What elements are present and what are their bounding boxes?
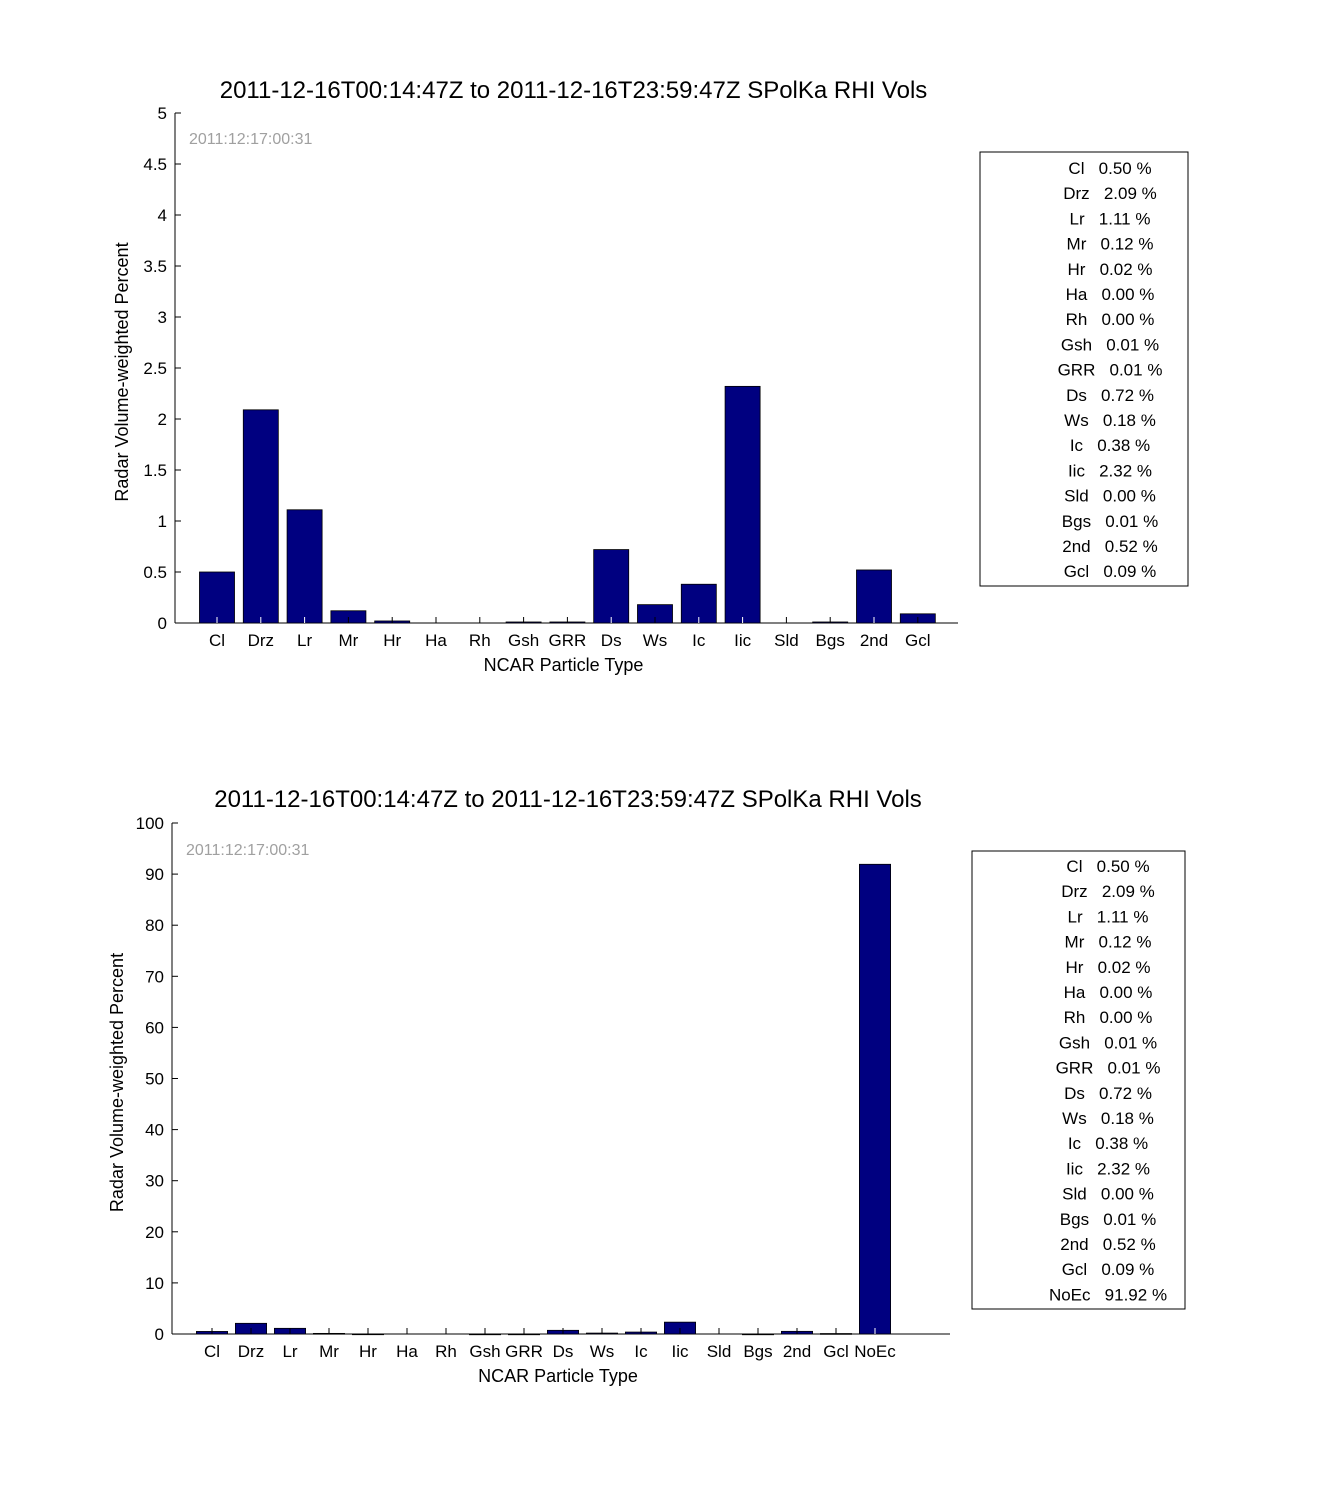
legend-entry: Gcl 0.09 % (1063, 562, 1157, 582)
x-tick-label: Gsh (469, 1342, 501, 1361)
x-tick-label: Gcl (905, 631, 931, 650)
legend-entry: Iic 2.32 % (1067, 461, 1153, 481)
y-tick-label: 90 (145, 865, 164, 885)
x-tick-label: Mr (319, 1342, 339, 1361)
legend-entry: Rh 0.00 % (1063, 1008, 1153, 1028)
legend-entry: Sld 0.00 % (1064, 486, 1156, 506)
x-tick-label: Drz (237, 1342, 265, 1361)
x-tick-label: Lr (282, 1342, 298, 1361)
bar (243, 410, 278, 623)
x-tick-label: Rh (468, 631, 491, 650)
y-tick-label: 1.5 (143, 461, 167, 480)
bar (859, 864, 890, 1334)
legend-entry: Ws 0.18 % (1062, 1109, 1154, 1128)
x-tick-label: Gcl (823, 1342, 849, 1361)
legend-entry: 2nd 0.52 % (1062, 537, 1158, 556)
legend-entry: Drz 2.09 % (1063, 184, 1157, 204)
x-tick-label: Bgs (743, 1342, 773, 1361)
y-tick-label: 4.5 (143, 155, 167, 174)
y-tick-label: 20 (145, 1222, 164, 1242)
y-tick-label: 80 (145, 916, 164, 936)
x-tick-label: Cl (208, 631, 226, 650)
y-tick-label: 3 (157, 308, 167, 327)
x-tick-label: Gsh (508, 631, 540, 650)
legend-entry: Bgs 0.01 % (1061, 511, 1159, 531)
legend-entry: Lr 1.11 % (1067, 907, 1149, 927)
y-tick-label: 4 (157, 206, 167, 225)
chart-title: 2011-12-16T00:14:47Z to 2011-12-16T23:59:47Z SPolKa RHI Vols (219, 77, 928, 104)
bar (856, 570, 891, 623)
x-tick-label: Ic (634, 1342, 648, 1361)
bar (508, 1334, 539, 1335)
y-tick-label: 3.5 (143, 257, 167, 276)
bar (594, 550, 629, 623)
y-tick-label: 40 (145, 1120, 164, 1140)
y-tick-label: 0.5 (143, 563, 167, 582)
y-tick-label: 100 (135, 814, 164, 833)
x-tick-label: GRR (548, 631, 587, 650)
y-axis-label: Radar Volume-weighted Percent (107, 952, 127, 1213)
particle-type-chart-top (0, 0, 1334, 720)
y-tick-label: 2 (157, 410, 167, 429)
chart-title: 2011-12-16T00:14:47Z to 2011-12-16T23:59:47Z SPolKa RHI Vols (214, 786, 922, 813)
bar (352, 1334, 383, 1335)
legend-entry: Cl 0.50 % (1066, 857, 1150, 876)
y-tick-label: 50 (145, 1069, 164, 1089)
timestamp-label: 2011:12:17:00:31 (186, 842, 310, 859)
legend-entry: Sld 0.00 % (1062, 1184, 1154, 1204)
bar (742, 1334, 773, 1335)
x-tick-label: Sld (706, 1342, 732, 1361)
x-tick-label: Hr (383, 631, 402, 650)
legend-entry: NoEc 91.92 % (1048, 1285, 1168, 1305)
x-tick-label: Cl (203, 1342, 221, 1361)
bar (725, 386, 760, 623)
legend-entry: Iic 2.32 % (1065, 1159, 1151, 1179)
x-tick-label: 2nd (782, 1342, 812, 1361)
bar (287, 510, 322, 623)
x-tick-label: Iic (734, 631, 752, 650)
legend-entry: 2nd 0.52 % (1060, 1235, 1156, 1254)
x-tick-label: Ws (589, 1342, 615, 1361)
legend-entry: Ds 0.72 % (1066, 385, 1154, 405)
legend-entry: Mr 0.12 % (1064, 932, 1152, 952)
x-tick-label: Ha (396, 1342, 418, 1361)
legend-entry: Mr 0.12 % (1066, 234, 1154, 254)
legend-entry: Lr 1.11 % (1069, 209, 1151, 229)
legend-entry: Gcl 0.09 % (1061, 1260, 1155, 1280)
x-axis-label: NCAR Particle Type (483, 655, 644, 675)
x-tick-label: Mr (338, 631, 359, 650)
x-tick-label: Bgs (815, 631, 845, 650)
x-tick-label: 2nd (859, 631, 889, 650)
x-tick-label: Iic (671, 1342, 689, 1361)
y-tick-label: 0 (154, 1325, 164, 1344)
x-tick-label: Rh (435, 1342, 457, 1361)
x-tick-label: Ds (552, 1342, 574, 1361)
legend-entry: Ha 0.00 % (1065, 285, 1155, 304)
legend-entry: Gsh 0.01 % (1058, 1033, 1158, 1053)
x-tick-label: Sld (774, 631, 799, 650)
x-axis-label: NCAR Particle Type (478, 1366, 638, 1386)
x-tick-label: Ws (642, 631, 668, 650)
legend-entry: Ws 0.18 % (1064, 411, 1156, 430)
y-tick-label: 1 (157, 512, 167, 531)
x-tick-label: Ha (425, 631, 447, 650)
y-tick-label: 60 (145, 1018, 164, 1038)
y-axis-label: Radar Volume-weighted Percent (112, 242, 132, 502)
legend-entry: Hr 0.02 % (1065, 957, 1151, 977)
legend-entry: GRR 0.01 % (1057, 360, 1163, 380)
legend-entry: Ds 0.72 % (1064, 1083, 1152, 1103)
y-tick-label: 0 (157, 614, 167, 633)
legend-entry: Ha 0.00 % (1063, 983, 1153, 1002)
legend-entry: Cl 0.50 % (1068, 159, 1152, 178)
y-tick-label: 2.5 (143, 359, 167, 378)
legend-entry: Bgs 0.01 % (1059, 1209, 1157, 1229)
legend-entry: Drz 2.09 % (1061, 882, 1155, 902)
x-tick-label: Hr (359, 1342, 377, 1361)
particle-type-chart-bottom (0, 710, 1334, 1430)
y-tick-label: 30 (145, 1171, 164, 1191)
timestamp-label: 2011:12:17:00:31 (189, 131, 313, 148)
y-tick-label: 70 (145, 967, 164, 987)
legend-entry: Rh 0.00 % (1065, 310, 1155, 330)
x-tick-label: NoEc (854, 1342, 896, 1361)
bar (199, 572, 234, 623)
y-tick-label: 5 (157, 104, 167, 123)
legend-entry: Gsh 0.01 % (1060, 335, 1160, 355)
x-tick-label: Ds (600, 631, 622, 650)
legend-entry: Ic 0.38 % (1069, 436, 1151, 456)
y-tick-label: 10 (145, 1273, 164, 1293)
x-tick-label: Drz (247, 631, 275, 650)
bar (469, 1334, 500, 1335)
x-tick-label: Lr (297, 631, 313, 650)
legend-entry: Hr 0.02 % (1067, 259, 1153, 279)
legend-entry: Ic 0.38 % (1067, 1134, 1149, 1154)
legend-entry: GRR 0.01 % (1055, 1058, 1161, 1078)
x-tick-label: Ic (692, 631, 706, 650)
x-tick-label: GRR (505, 1342, 543, 1361)
